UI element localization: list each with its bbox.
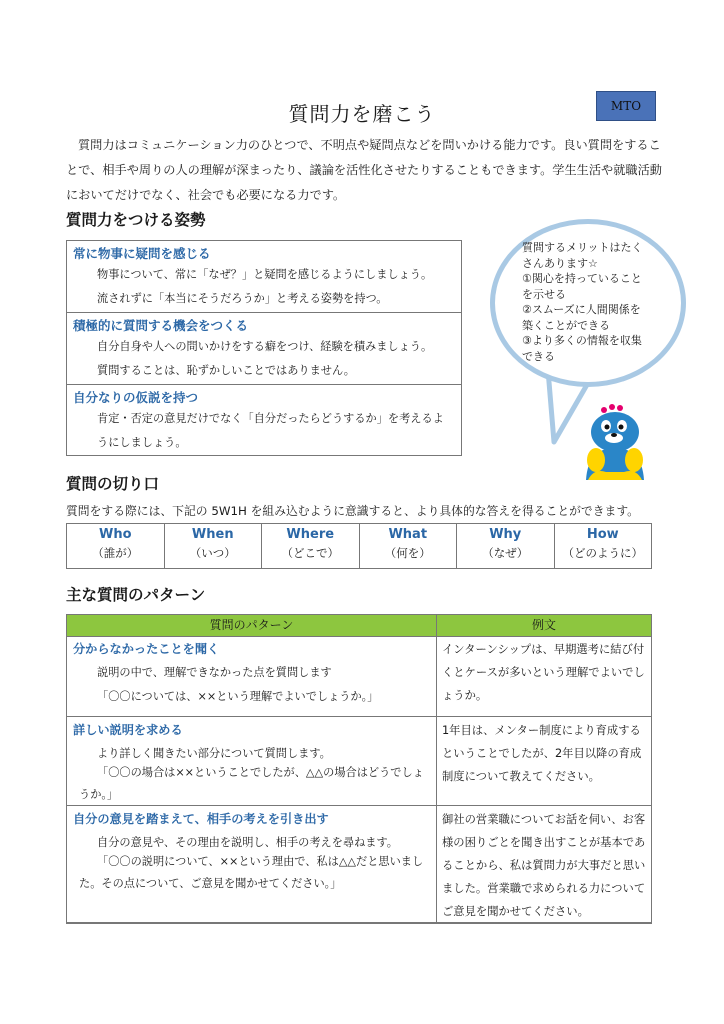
posture-item-line: 物事について、常に「なぜ？」と疑問を感じるようにしましょう。 (97, 268, 433, 281)
posture-item (67, 313, 461, 385)
pattern-quote: 「〇〇については、××という理解でよいでしょうか。」 (97, 690, 379, 703)
5w1h-cell: Who （誰が） (67, 524, 165, 568)
posture-item-line: 自分自身や人への問いかけをする癖をつけ、経験を積みましょう。 (97, 340, 433, 353)
pattern-title: 詳しい説明を求める (73, 723, 183, 737)
5w1h-cell: Where （どこで） (262, 524, 360, 568)
pattern-example: 1年目は、メンター制度により育成するということでしたが、2年目以降の育成制度について教えてください。 (442, 724, 642, 783)
posture-item (67, 385, 461, 455)
5w1h-table (66, 523, 652, 569)
pattern-title: 分からなかったことを聞く (73, 642, 220, 656)
pattern-desc: より詳しく聞きたい部分について質問します。 (97, 747, 331, 760)
entry-text: 質問をする際には、下記の 5W1H を組み込むように意識すると、より具体的な答えを得ることができます。 (66, 504, 639, 518)
intro-paragraph: 質問力はコミュニケーション力のひとつで、不明点や疑問点などを問いかける能力です。良い質問をすることで、相手や周りの人の理解が深まったり、議論を活性化させたりすることもできます。学生生活や就職活動においてだけでなく、社会でも必要になる力です。 (66, 138, 662, 202)
pattern-desc: 自分の意見や、その理由を説明し、相手の考えを尋ねます。 (97, 836, 398, 849)
5w1h-cell: Why （なぜ） (457, 524, 555, 568)
column-header: 例文 (531, 618, 556, 632)
page-title: 質問力を磨こう (288, 102, 436, 126)
5w1h-cell: What （何を） (360, 524, 458, 568)
posture-item-line: うにしましょう。 (97, 436, 187, 449)
pattern-example: インターンシップは、早期選考に結び付くとケースが多いという理解でよいでしょうか。 (442, 643, 645, 702)
bubble-text: 質問するメリットはたく さんあります☆ ①関心を持っていること を示せる ②スムーズに人間関係を 築くことができる ③より多くの情報を収集 できる (522, 241, 643, 363)
patterns-heading: 主な質問のパターン (66, 586, 206, 604)
table-row (67, 636, 651, 717)
posture-item-line: 質問することは、恥ずかしいことではありません。 (97, 364, 355, 377)
pattern-quote: 「〇〇の説明について、××という理由で、私は△△だと思いました。その点について、ご意見を聞かせてください。」 (79, 855, 424, 890)
pattern-title: 自分の意見を踏まえて、相手の考えを引き出す (73, 812, 329, 826)
entry-heading: 質問の切り口 (66, 475, 160, 493)
mto-badge: MTO (596, 91, 656, 121)
posture-item-title: 積極的に質問する機会をつくる (73, 318, 249, 333)
pattern-desc: 説明の中で、理解できなかった点を質問します (97, 666, 332, 679)
posture-item-line: 肯定・否定の意見だけでなく「自分だったらどうするか」を考えるよ (97, 412, 444, 425)
mascot-illustration (574, 402, 656, 482)
patterns-table-header (67, 615, 651, 637)
5w1h-cell: When （いつ） (165, 524, 263, 568)
table-row (67, 806, 651, 923)
posture-box (66, 240, 462, 456)
5w1h-cell: How （どのように） (562, 527, 643, 560)
table-row (67, 717, 651, 806)
posture-item-title: 自分なりの仮説を持つ (73, 390, 199, 405)
posture-heading: 質問力をつける姿勢 (66, 211, 206, 229)
posture-item-title: 常に物事に疑問を感じる (73, 246, 211, 261)
pattern-quote: 「〇〇の場合は××ということでしたが、△△の場合はどうでしょうか。」 (79, 766, 424, 801)
posture-item (67, 241, 461, 313)
column-header: 質問のパターン (209, 618, 294, 632)
pattern-example: 御社の営業職についてお話を伺い、お客様の困りごとを聞き出すことが基本であることから、私は質問力が大事だと思いました。営業職で求められる力についてご意見を聞かせてください。 (442, 813, 646, 918)
posture-item-line: 流されずに「本当にそうだろうか」と考える姿勢を持つ。 (97, 292, 388, 305)
patterns-table (66, 614, 652, 924)
column-divider (436, 615, 437, 923)
